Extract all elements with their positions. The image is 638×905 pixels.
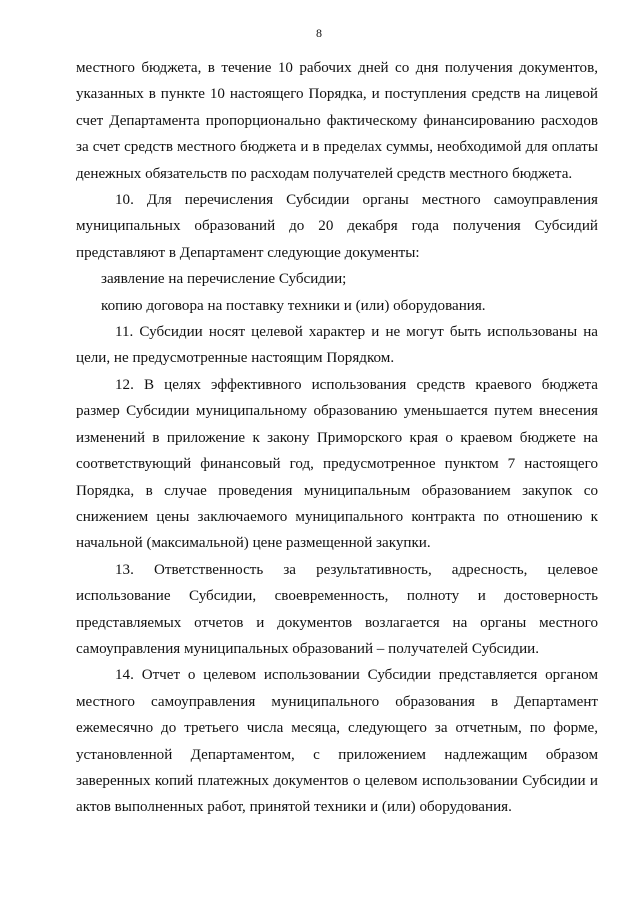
paragraph-12: 12. В целях эффективного использования средств краевого бюджета размер Субсидии муниципальному образованию уменьшается путем внесения изменений в приложение к закону Приморского края о краевом бюджете на соответствующий финансовый год, предусмотренное пунктом 7 настоящего Порядка, в случае проведения муниципальным образованием закупок со снижением цены заключаемого муниципального контракта по отношению к начальной (максимальной) цене размещенной закупки.	[76, 376, 598, 552]
list-item-contract-copy: копию договора на поставку техники и (или) оборудования.	[101, 297, 486, 314]
page-number: 8	[316, 26, 322, 40]
paragraph-14: 14. Отчет о целевом использовании Субсидии представляется органом местного самоуправления муниципального образования в Департамент ежемесячно до третьего числа месяца, следующего за отчетным, по форме, установленной Департаментом, с приложением надлежащим образом заверенных копий платежных документов о целевом использовании Субсидии и актов выполненных работ, принятой техники и (или) оборудования.	[76, 667, 598, 816]
paragraph-11: 11. Субсидии носят целевой характер и не могут быть использованы на цели, не предусмотренные настоящим Порядком.	[76, 324, 598, 367]
list-item-application: заявление на перечисление Субсидии;	[101, 271, 347, 288]
document-body	[76, 55, 598, 821]
paragraph-13: 13. Ответственность за результативность, адресность, целевое использование Субсидии, своевременность, полноту и достоверность представляемых отчетов и документов возлагается на органы местного самоуправления муниципальных образований – получателей Субсидии.	[76, 561, 598, 657]
paragraph-10: 10. Для перечисления Субсидии органы местного самоуправления муниципальных образований до 20 декабря года получения Субсидий представляют в Департамент следующие документы:	[76, 192, 598, 261]
paragraph-continuation: местного бюджета, в течение 10 рабочих дней со дня получения документов, указанных в пункте 10 настоящего Порядка, и поступления средств на лицевой счет Департамента пропорционально фактическому финансированию расходов за счет средств местного бюджета и в пределах суммы, необходимой для оплаты денежных обязательств по расходам получателей средств местного бюджета.	[76, 60, 598, 182]
